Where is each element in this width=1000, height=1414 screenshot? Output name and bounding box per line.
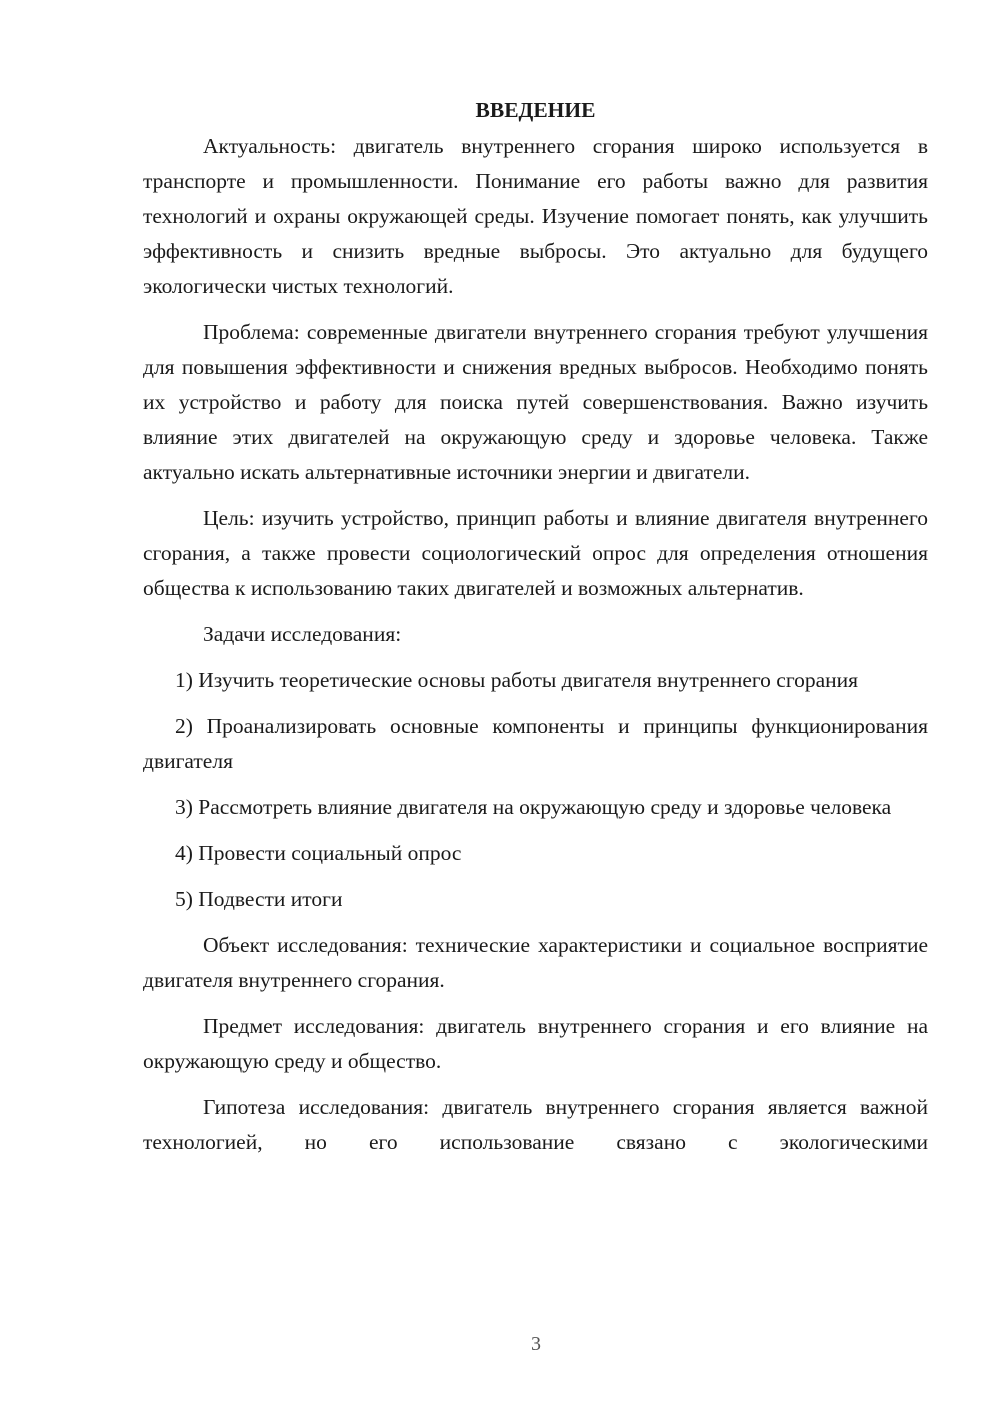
document-page xyxy=(143,93,928,1171)
relevance-paragraph: Актуальность: двигатель внутреннего сгорания широко используется в транспорте и промышленности. Понимание его работы важно для развития технологий и охраны окружающей среды. Изучение помогает понять, как улучшить эффективность и снизить вредные выбросы. Это актуально для будущего экологически чистых технологий. xyxy=(143,134,928,298)
goal-paragraph: Цель: изучить устройство, принцип работы и влияние двигателя внутреннего сгорания, а также провести социологический опрос для определения отношения общества к использованию таких двигателей и возможных альтернатив. xyxy=(143,506,928,600)
section-title: ВВЕДЕНИЕ xyxy=(475,98,596,122)
tasks-heading: Задачи исследования: xyxy=(203,622,402,646)
task-item: 4) Провести социальный опрос xyxy=(175,841,462,865)
object-paragraph: Объект исследования: технические характеристики и социальное восприятие двигателя внутреннего сгорания. xyxy=(143,933,928,992)
task-item: 3) Рассмотреть влияние двигателя на окружающую среду и здоровье человека xyxy=(175,795,892,819)
task-item: 5) Подвести итоги xyxy=(175,887,343,911)
task-item: 1) Изучить теоретические основы работы двигателя внутреннего сгорания xyxy=(175,668,859,692)
page-number: 3 xyxy=(531,1333,541,1355)
problem-paragraph: Проблема: современные двигатели внутреннего сгорания требуют улучшения для повышения эффективности и снижения вредных выбросов. Необходимо понять их устройство и работу для поиска путей совершенствования. Важно изучить влияние этих двигателей на окружающую среду и здоровье человека. Также актуально искать альтернативные источники энергии и двигатели. xyxy=(143,320,928,484)
subject-paragraph: Предмет исследования: двигатель внутреннего сгорания и его влияние на окружающую среду и общество. xyxy=(143,1014,928,1073)
task-item: 2) Проанализировать основные компоненты и принципы функционирования двигателя xyxy=(143,714,928,773)
hypothesis-paragraph: Гипотеза исследования: двигатель внутреннего сгорания является важной технологией, но его использование связано с экологическими xyxy=(143,1095,928,1154)
